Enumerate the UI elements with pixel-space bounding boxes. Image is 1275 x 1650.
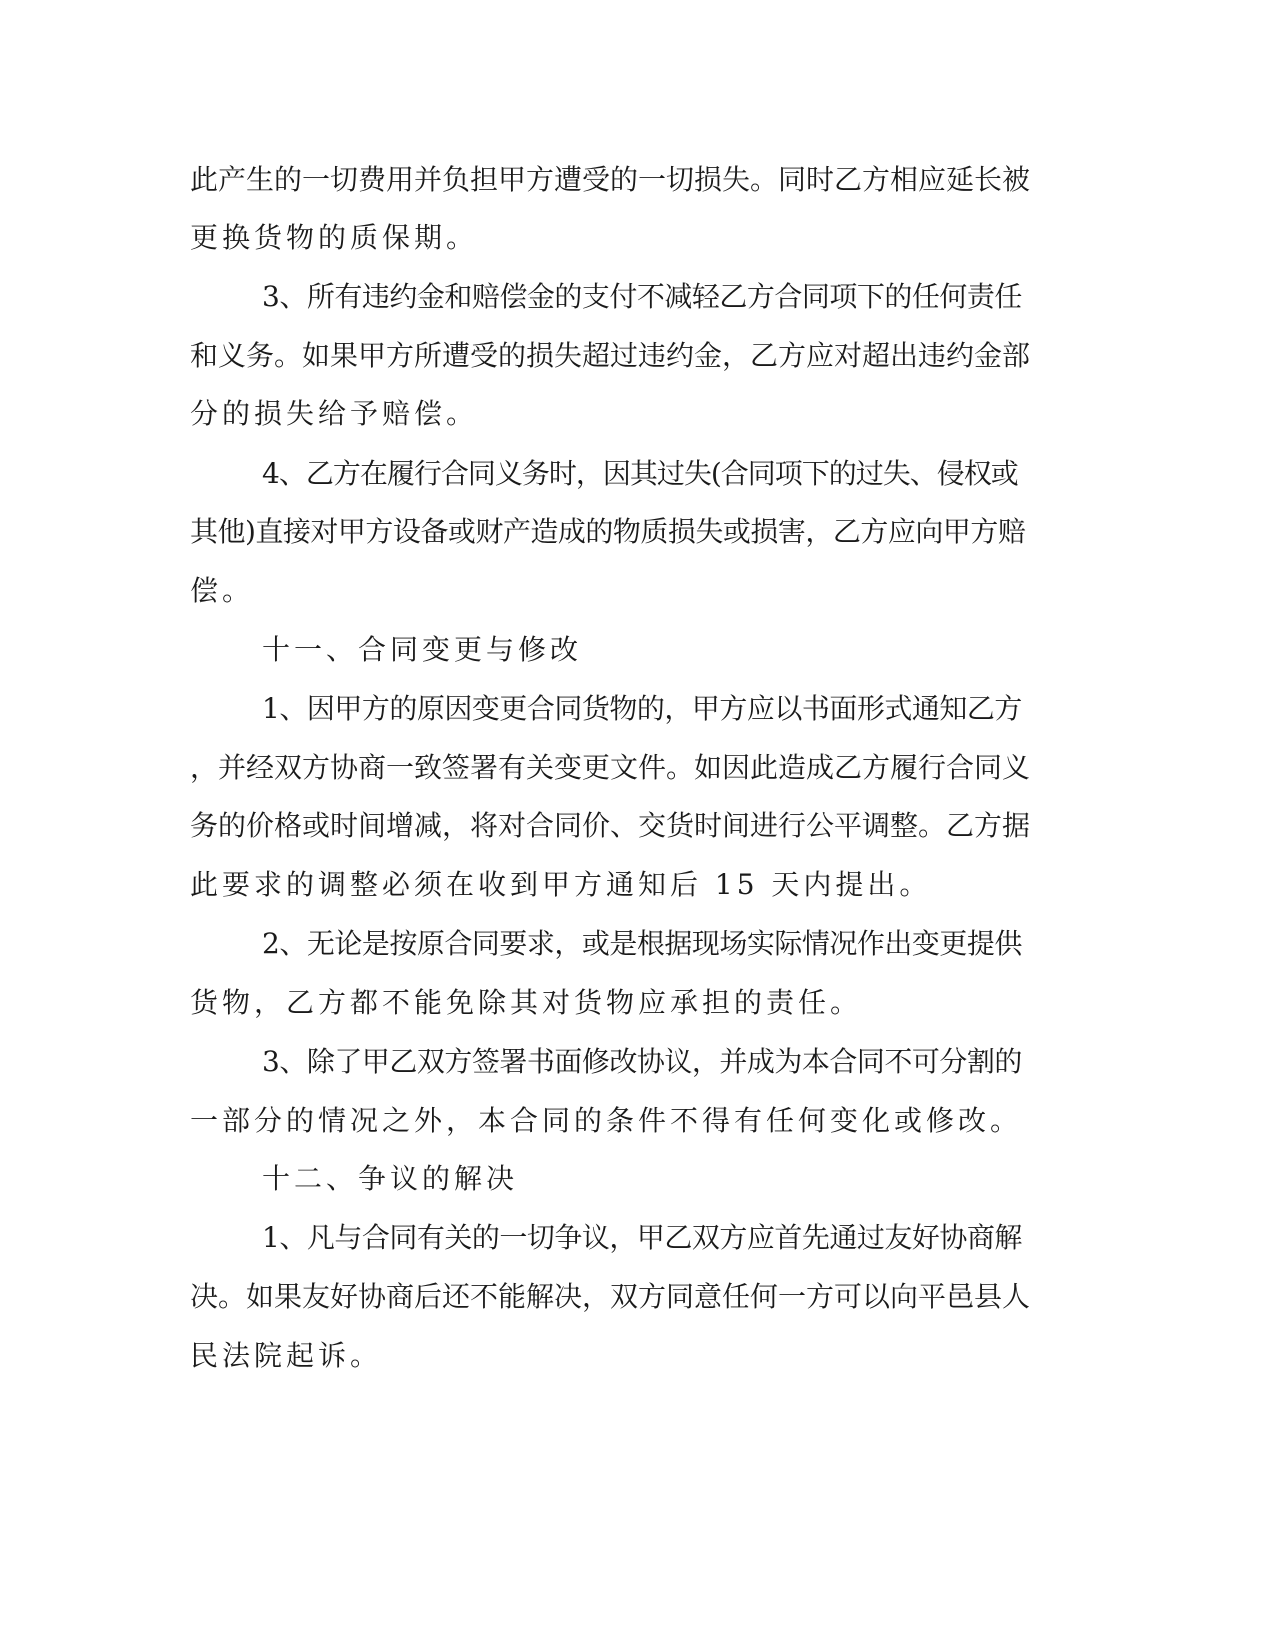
text-line: 此要求的调整必须在收到甲方通知后 15 天内提出。 — [190, 868, 932, 901]
text-line: 务的价格或时间增减，将对合同价、交货时间进行公平调整。乙方据 — [190, 809, 1031, 842]
text-line: 其他)直接对甲方设备或财产造成的物质损失或损害，乙方应向甲方赔 — [190, 515, 1026, 548]
text-line: 和义务。如果甲方所遭受的损失超过违约金，乙方应对超出违约金部 — [190, 339, 1031, 372]
paragraph-line: 1、因甲方的原因变更合同货物的，甲方应以书面形式通知乙方 — [262, 692, 1022, 725]
text-line: 更换货物的质保期。 — [190, 221, 479, 254]
section-heading: 十二、争议的解决 — [262, 1162, 519, 1195]
text-line: 民法院起诉。 — [190, 1339, 383, 1372]
text-line: 货物，乙方都不能免除其对货物应承担的责任。 — [190, 986, 863, 1019]
paragraph-line: 3、除了甲乙双方签署书面修改协议，并成为本合同不可分割的 — [262, 1045, 1022, 1078]
paragraph-line: 3、所有违约金和赔偿金的支付不减轻乙方合同项下的任何责任 — [262, 280, 1022, 313]
section-heading: 十一、合同变更与修改 — [262, 633, 583, 666]
text-line: 一部分的情况之外，本合同的条件不得有任何变化或修改。 — [190, 1104, 1023, 1137]
text-line: ，并经双方协商一致签署有关变更文件。如因此造成乙方履行合同义 — [190, 751, 1031, 784]
text-line: 决。如果友好协商后还不能解决，双方同意任何一方可以向平邑县人 — [190, 1280, 1031, 1313]
paragraph-line: 2、无论是按原合同要求，或是根据现场实际情况作出变更提供 — [262, 927, 1022, 960]
text-line: 此产生的一切费用并负担甲方遭受的一切损失。同时乙方相应延长被 — [190, 163, 1031, 196]
text-line: 偿。 — [190, 574, 255, 607]
paragraph-line: 4、乙方在履行合同义务时，因其过失(合同项下的过失、侵权或 — [262, 457, 1018, 490]
text-line: 分的损失给予赔偿。 — [190, 397, 479, 430]
paragraph-line: 1、凡与合同有关的一切争议，甲乙双方应首先通过友好协商解 — [262, 1221, 1022, 1254]
